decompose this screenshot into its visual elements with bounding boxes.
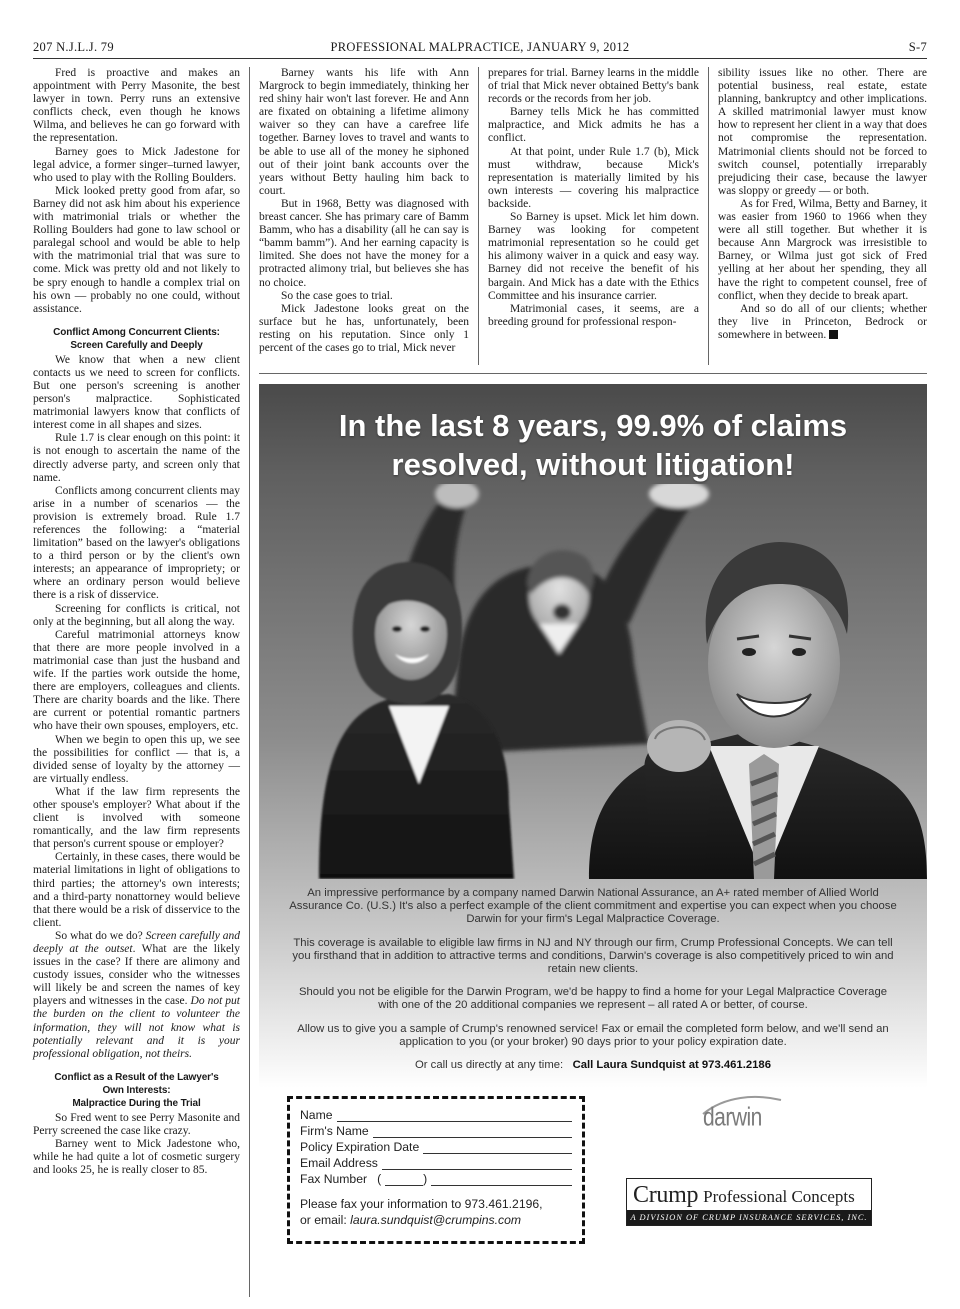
form-row-fax xyxy=(300,1170,572,1186)
header-citation: 207 N.J.L.J. 79 xyxy=(33,40,114,54)
paragraph: prepares for trial. Barney learns in the middle of trial that Mick never obtained Betty's bank records or the records from her job. xyxy=(488,67,699,106)
paragraph: Barney went to Mick Jadestone who, while he had quite a lot of cosmetic surgery and looks 25, he is really closer to 85. xyxy=(33,1138,240,1177)
column-divider xyxy=(478,67,479,365)
fax-paren-open: ( xyxy=(377,1172,382,1186)
paragraph: So Fred went to see Perry Masonite and Perry screened the case like crazy. xyxy=(33,1111,240,1137)
form-label: Policy Expiration Date xyxy=(300,1140,420,1154)
crump-subtitle: Professional Concepts xyxy=(703,1187,855,1206)
email-address-link[interactable]: laura.sundquist@crumpins.com xyxy=(350,1213,522,1227)
ad-paragraph: Should you not be eligible for the Darwin Program, we'd be happy to find a home for your Legal Malpractice Coverage with one of the 20 additional companies we represent – all rated A or better, of course. xyxy=(298,986,888,1012)
article-column-2 xyxy=(259,67,469,367)
text-run: And so do all of our clients; whether they live in Princeton, Bedrock or somewhere in between. xyxy=(718,302,927,341)
celebrating-professionals-photo xyxy=(259,484,927,879)
paragraph: Mick looked pretty good from afar, so Barney did not ask him about his experience with matrimonial trials or whether the Rolling Boulders had gone to law school or paralegal school and would be able to help with the matrimonial trial that was sure to come. Mick was pretty old and not likely to be spry enough to handle a complex trial on his own — probably no one could, without assistance. xyxy=(33,184,240,315)
paragraph: When we begin to open this up, we see the possibilities for conflict — that is, a divided sense of loyalty by the attorney — are virtually endless. xyxy=(33,733,240,785)
paragraph: Barney goes to Mick Jadestone for legal advice, a former singer–turned lawyer, who used to play with the Rolling Boulders. xyxy=(33,145,240,184)
form-row-email xyxy=(300,1154,572,1170)
paragraph: So the case goes to trial. xyxy=(281,289,393,302)
fax-instructions xyxy=(300,1196,572,1228)
darwin-logo: darwin xyxy=(703,1103,762,1132)
contact-form-cutout xyxy=(287,1096,585,1244)
form-label: Firm's Name xyxy=(300,1124,369,1138)
running-header xyxy=(33,40,927,58)
paragraph: Careful matrimonial attorneys know that there are more people involved in a matrimonial case than just the husband and wife. If the parties work outside the home, there are employers, colleagues and clients. There are charity boards and the like. There are current or potential romantic partners who have their own spouses, employers, etc. xyxy=(33,628,240,733)
headline-line: In the last 8 years, 99.9% of claims xyxy=(338,408,848,443)
form-row-policy xyxy=(300,1138,572,1154)
fax-number-field[interactable] xyxy=(431,1175,572,1186)
column-divider xyxy=(708,67,709,365)
paragraph: What if the law firm represents the other spouse's employer? What about if the client is involved with someone romantically, and the law firm represents that person's current spouse or employer? xyxy=(33,785,240,851)
email-field[interactable] xyxy=(382,1159,572,1170)
name-field[interactable] xyxy=(337,1111,572,1122)
section-heading xyxy=(33,326,240,352)
form-label: Fax Number xyxy=(300,1172,368,1186)
paragraph: Barney wants his life with Ann Margrock to begin immediately, thinking her red shiny hair won't last forever. He and Ann are fixated on obtaining a lifetime alimony waiver so they can have a carefree life together. Barney loves to travel and wants to be able to use all of the money he siphoned out of their joint bank accounts over the years without Betty hauling him back to court. xyxy=(259,67,469,197)
ad-call-line xyxy=(289,1059,897,1072)
paragraph: sibility issues like no other. There are potential business, real estate, estate planning, bankruptcy and other implications. A skilled matrimonial lawyer must know how to represent her client in a way that does not compromise the representation. Matrimonial clients should not be forced to switch counsel, potentially irreparably prejudicing their case, because the lawyer was sloppy or greedy — or both. xyxy=(718,67,927,197)
paragraph: At that point, under Rule 1.7 (b), Mick must withdraw, because Mick's representation is materially limited by his own interests — covering his malpractice backside. xyxy=(488,145,699,210)
paragraph: Rule 1.7 is clear enough on this point: it is not enough to ascertain the name of the directly adverse party, and screen only that name. xyxy=(33,432,240,484)
heading-line: Malpractice During the Trial xyxy=(72,1097,201,1109)
article-column-4 xyxy=(718,67,927,367)
crump-tagline: A DIVISION OF CRUMP INSURANCE SERVICES, INC. xyxy=(627,1210,871,1225)
headline-line: resolved, without litigation! xyxy=(391,447,795,482)
fax-area-code-field[interactable] xyxy=(385,1175,423,1186)
heading-line: Screen Carefully and Deeply xyxy=(70,339,203,351)
call-prefix: Or call us directly at any time: xyxy=(414,1059,564,1072)
email-prefix: or email: xyxy=(300,1213,347,1227)
paragraph: Screening for conflicts is critical, not only at the beginning, but all along the way. xyxy=(33,602,240,628)
paragraph: Barney tells Mick he has committed malpractice, and Mick admits he has a conflict. xyxy=(488,106,699,145)
ad-headline xyxy=(259,406,927,484)
policy-expiration-field[interactable] xyxy=(423,1143,572,1154)
form-row-firm xyxy=(300,1122,572,1138)
heading-line: Conflict Among Concurrent Clients: xyxy=(53,326,220,338)
italic-run: Screen carefully and deeply at the outset xyxy=(33,929,241,955)
paragraph: As for Fred, Wilma, Betty and Barney, it was easier from 1960 to 1966 when they were all still together. But whether it is because Ann Margrock was irresistible to Barney, or Wilma just got sick of Fred yelling at her about her spending, they all have the right to competent counsel, free of conflict, when they decide to break apart. xyxy=(718,197,928,302)
text-run: So what do we do? xyxy=(55,929,146,942)
ad-paragraph: This coverage is available to eligible law firms in NJ and NY through our firm, Crump Professional Concepts. We can tell you firsthand that in addition to attractive terms and conditions, Darwin's coverage is also competitively priced to win and retain new clients. xyxy=(292,936,894,976)
paragraph: We know that when a new client contacts us we need to screen for conflicts. But one person's screening is another person's malpractice. Sophisticated matrimonial lawyers know that conflicts of interest come in all shapes and sizes. xyxy=(33,353,240,432)
ad-copy xyxy=(289,887,897,1082)
ad-top-rule xyxy=(259,373,927,374)
article-column-3 xyxy=(488,67,699,367)
header-rule xyxy=(33,58,927,59)
fax-paren-close: ) xyxy=(423,1172,428,1186)
form-label: Email Address xyxy=(300,1156,378,1170)
paragraph: So Barney is upset. Mick let him down. Barney was looking for competent matrimonial representation so he could get his alimony waiver in a quick and easy way. Barney did not receive the benefit of his bargain. And Mick has a date with the Ethics Committee and his insurance carrier. xyxy=(488,211,699,302)
crump-wordmark: Crump xyxy=(633,1182,699,1208)
header-section-date: PROFESSIONAL MALPRACTICE, JANUARY 9, 2012 xyxy=(330,40,630,54)
paragraph: Conflicts among concurrent clients may arise in a number of scenarios — the provision is extremely broad. Rule 1.7 references the following: a “material limitation” based on the lawyer's obligations to a third person or by the client's own interests; an appearance of impropriety; or where an ordinary person would believe there is a risk of disservice. xyxy=(33,484,240,602)
form-label: Name xyxy=(300,1108,333,1122)
column-divider xyxy=(249,67,250,1297)
form-row-name xyxy=(300,1106,572,1122)
fax-note-line: Please fax your information to 973.461.2196, xyxy=(300,1197,543,1211)
paragraph xyxy=(718,303,927,342)
ad-paragraph: An impressive performance by a company named Darwin National Assurance, an A+ rated member of Allied World Assurance Co. (U.S.) It's also a perfect example of the client commitment and expertise you can expect when you choose Darwin for your firm's Legal Malpractice Coverage. xyxy=(289,887,897,926)
paragraph: Matrimonial cases, it seems, are a breeding ground for professional respon- xyxy=(488,302,699,328)
section-heading xyxy=(33,1071,240,1110)
firm-name-field[interactable] xyxy=(373,1127,572,1138)
paragraph: Mick Jadestone looks great on the surface but he has, unfortunately, been resting on his reputation. Since only 1 percent of the cases go to trial, Mick never xyxy=(259,302,469,354)
advertisement xyxy=(259,384,927,1264)
end-of-article-icon xyxy=(829,330,838,339)
text-run: . What are the likely issues in the case? If there are alimony and custody issues, consider who the witnesses will likely be and screen the names of key players and witnesses in the case. xyxy=(33,943,240,1008)
paragraph: Fred is proactive and makes an appointment with Perry Masonite, the best lawyer in town. Perry runs an extensive conflicts check, even though he knows Wilma, and believes he can go forward with the representation. xyxy=(33,67,240,145)
paragraph xyxy=(33,930,240,1061)
crump-logo xyxy=(626,1178,872,1226)
header-page-number: S-7 xyxy=(908,40,927,54)
italic-run: Do not put the burden on the client to volunteer the information, they will not know what is potentially relevant and it is your professional obligation, not theirs. xyxy=(33,995,240,1060)
paragraph: Certainly, in these cases, there would be material limitations in light of obligations to third parties; the attorney's own interests; and a third-party nonattorney would believe that there would be a risk of disservice to the client. xyxy=(33,851,240,929)
paragraph: But in 1968, Betty was diagnosed with breast cancer. She has primary care of Bamm Bamm, who has a disability (all he can say is “bamm bamm”). And her earning capacity is limited. She does not have the money for a protracted alimony trial, but believes she has no choice. xyxy=(259,197,469,289)
call-phone: Call Laura Sundquist at 973.461.2186 xyxy=(572,1059,771,1072)
article-column-1 xyxy=(33,67,240,1297)
heading-line: Own Interests: xyxy=(102,1084,171,1096)
heading-line: Conflict as a Result of the Lawyer's xyxy=(54,1071,219,1083)
ad-paragraph: Allow us to give you a sample of Crump's renowned service! Fax or email the completed form below, and we'll send an application to you (or your broker) 90 days prior to your policy expiration date. xyxy=(297,1022,889,1048)
